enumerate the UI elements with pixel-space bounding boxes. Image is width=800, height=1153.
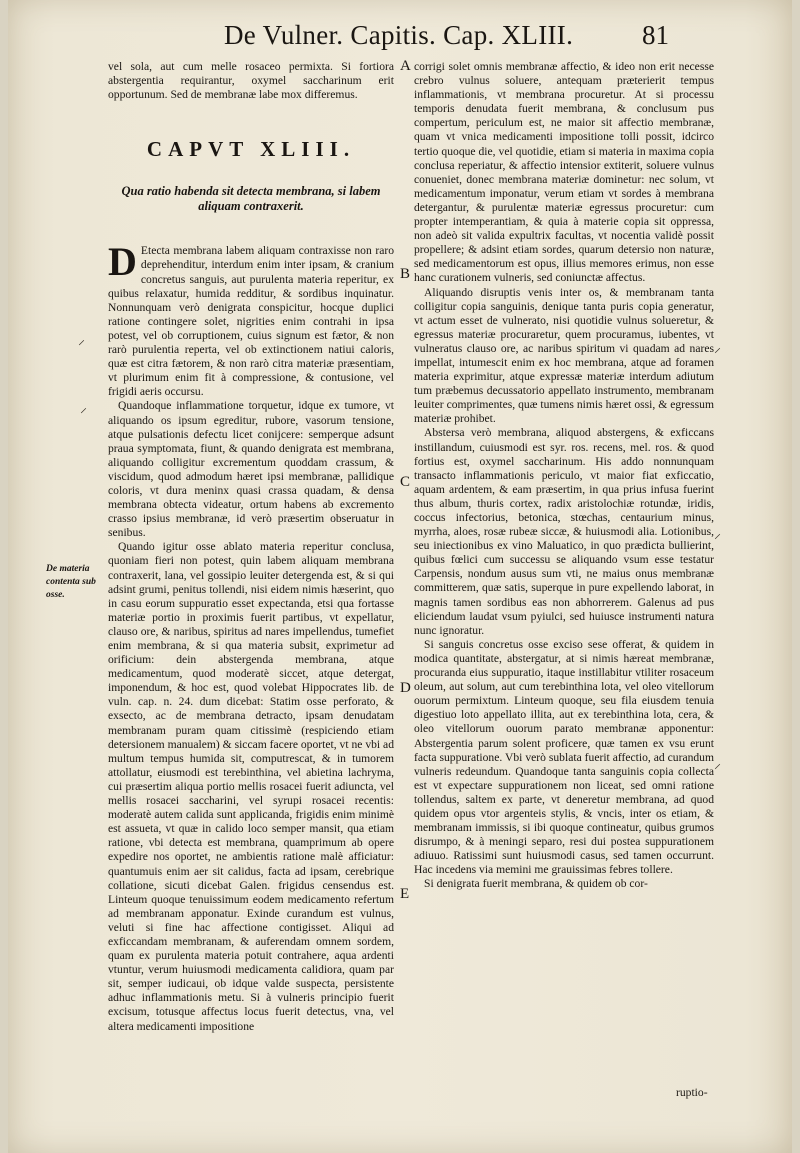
margin-letter-e: E bbox=[400, 886, 410, 902]
left-column bbox=[108, 60, 394, 1034]
paragraph bbox=[108, 239, 394, 399]
chapter-title: Qua ratio habenda sit detecta membrana, si labem aliquam contraxerit. bbox=[121, 184, 381, 214]
running-title: De Vulner. Capitis. Cap. XLIII. bbox=[224, 20, 574, 50]
intro-paragraph: vel sola, aut cum melle rosaceo permixta. Si fortiora abstergentia requirantur, oxymel saccharinum erit opportunum. Sed de membranæ labe mox differemus. bbox=[108, 60, 394, 102]
paragraph: corrigi solet omnis membranæ affectio, & ideo non erit necesse crebro vulnus soluere, antequam præterierit tempus inflammationis, vt membrana procuretur. At si processu temporis denudata fuerit membrana, & conclusum pus compertum, periculum est, ne maior sit affectio membranæ, quam vt vnica medicamenti impositione tolli possit, idcirco tertio quoque die, vel quotidie, etiam si materia in maxima copia conclusa reperiatur, & affectio intensior extiterit, soluere vulnus conueniet, donec membrana materiæ dominetur: nec solum, vt medicamentum imponatur, verum etiam vt sordes à membrana detergantur, & purulentæ materiæ egressus procuretur: cum propter intemperantiam, & quia à materie copia sit oppressa, non adeò sit valida expultrix facultas, vt nocentia validè possit propellere; & adsint etiam sordes, quarum detersio non naturæ, sed medicamentorum est opus, illius memores erimus, non esse hanc curationem vulneris, sed coniunctæ affectus. bbox=[414, 60, 714, 285]
page-header bbox=[8, 20, 792, 60]
pen-mark-icon: ⸝ bbox=[714, 527, 721, 542]
chapter-heading: CAPVT XLIII. bbox=[146, 137, 356, 162]
pen-mark-icon: ⸝ bbox=[714, 341, 721, 356]
paragraph: Quando igitur osse ablato materia reperitur conclusa, quoniam fieri non potest, quin labem aliquam membrana contraxerit, lana, vel gossipio leuiter detergenda est, & si qui adsint grumi, penitus tollendi, nisi eidem nimis hæserint, quo in casu eorum suppuratio esset expectanda, etsi qua fortasse materiæ portio in proximis fuerit partibus, vt expellatur, clauso ore, & naribus, spiritus ad nares impellendus, tumefiet enim membrana, & si qua materia subsit, exprimetur ad orificium: dein abstergenda membrana, atque medicamentum, quod moderatè siccet, atque detergat, imponendum, & hoc est, quod volebat Hippocrates lib. de vuln. cap. n. 24. dum dicebat: Statim osse perforato, & exsecto, ac de membrana detracto, ipsam denudatam membranam puram quam citissimè (respiciendo etiam detersionem manualem) & siccam facere oportet, vt ne vbi ad multum tempus humida sit, computrescat, & in tumorem attollatur, eiusmodi est terebinthina, vel abietina lachryma, cui præsertim aliqua portio mellis rosacei fuerit adiuncta, vel mellis rosacei saccharini, vel syrupi rosacei recentis: moderatè autem calida sunt applicanda, frigidis enim minimè est assueta, vt quæ in calido loco semper mansit, qua etiam ratione, vbi detecta est membrana, quamprimum ab opere expedire nos oportet, ne ambientis ratione malè afficiatur: quantumuis enim aer sit calidus, facta ad ipsam, cerebrique collatione, sicuti dicebat Galen. frigidus censendus est. Linteum quoque tenuissimum eodem medicamento refertum ad membranam apponatur. Exinde curandum est vulnus, veluti si fine hac affectione contigisset. Aliqui ad exficcandam membranam, & auferendam omnem sordem, quam ex purulenta materia potuit contrahere, aqua ardenti vtuntur, verum huiusmodi medicamenta calidiora, quam par sit, semper iudicaui, ob idque valde suspecta, persistente adhuc inflammationis metu. Si à vulneris principio fuerit excisum, totusque affectus locus fuerit detectus, vna, vel altera medicamenti impositione bbox=[108, 540, 394, 1033]
drop-cap: D bbox=[108, 239, 137, 285]
margin-letter-c: C bbox=[400, 474, 411, 490]
paragraph-text: Etecta membrana labem aliquam contraxisse non raro deprehenditur, interdum enim inter ipsam, & cranium concretus sanguis, aut purulenta materia reperitur, ex quibus relaxatur, humida redditur, & sordibus inquinatur. Nonnunquam verò denigrata conspicitur, hocque duplici ratione contingere solet, nigrities enim contrahi in ipsa potest, vel ob corruptionem, cuius signum est fætor, & non rarò purulentia reperta, vel ob extinctionem natiui caloris, quæ est citra fætorem, & non rarò citra materiæ præsentiam, vt plurimum enim fit à compressione, & contusione, vel frigidi aeris occursu. bbox=[108, 244, 394, 399]
pen-mark-icon: ⸍ bbox=[80, 407, 87, 422]
paragraph: Abstersa verò membrana, aliquod abstergens, & exficcans instillandum, cuiusmodi est syr. ros. recens, mel. ros. & quod fortius est, oxymel saccharinum. His addo nonnunquam transacto inflammationis periculo, vt maior fiat exficcatio, aquam ardentem, & eam præsertim, in qua prius infusa fuerint thus album, thuris cortex, radix aristolochiæ rotundæ, iridis, coccus infectorius, betonica, stœchas, centaurium minus, myrrha, aloes, rosæ rubeæ siccæ, & huiusmodi alia. Lotionibus, seu iniectionibus ex vino Maluatico, in quo prædicta bullierint, quibus fœlici cum successu se aliquando vsum esse testatur Carpensis, nondum ausus sum vti, ne maius onus membranæ committerem, quæ satis, superque in pure expellendo laborat, in magnis tamen sordibus eas non abhorrerem. Galenus ad pus eliciendum laudat vsum pyiulci, sed huiusce instrumenti natura nunc ignoratur. bbox=[414, 426, 714, 637]
paragraph: Si sanguis concretus osse exciso sese offerat, & quidem in modica quantitate, abstergatur, at si nimis hæreat membranæ, procuranda eius suppuratio, itaque instillabitur vtiliter rosaceum oleum, aut solum, aut cum terebinthina lota, vel oleo vitellorum ouorum permixtum. Linteum quoque, seu fila eiusdem tenuia digestiuo loto appellato illita, aut ex terebinthina lota, cera, & oleo vitellorum ouorum parato membranæ apponentur: Abstergentia parum solent proficere, quæ tamen ex vsu erunt facta suppuratione. Vbi verò sublata fuerit affectio, ad curandum vulneris redeundum. Quandoque tanta sanguinis copia collecta est vt expectare suppurationem non liceat, sed omni ratione tollendus, saltem ex parte, vt deneretur membrana, ad quod quidem opus vtor argenteis stylis, & vncis, inter os etiam, & membranam immissis, si ibi quoque contineatur, quibus grumos disrumpo, & à meningi separo, resi dui postea suppurationem adiuuo. Ratissimi sunt huiusmodi casus, sed tamen occurrunt. Hac incedens via memini me grauissimas febres tollere. bbox=[414, 637, 714, 877]
margin-letter-b: B bbox=[400, 266, 411, 282]
right-column bbox=[414, 60, 714, 892]
pen-mark-icon: ⸍ bbox=[78, 339, 85, 354]
paragraph: Aliquando disruptis venis inter os, & membranam tanta colligitur copia sanguinis, denique tanta puris copia generatur, vt actum esset de vulnerato, nisi quotidie vulnus solueretur, & egressus materiæ procuraretur, quem procuramus, iubentes, vt vulneratus clauso ore, ac naribus spiritum vi quadam ad nares impellat, intumescit enim ex hoc membrana, atque ad foramen materia exprimitur, atque expressæ materiæ interdum adiutum tum præbemus decussatorio appellato instrumento, membranam leuiter comprimentes, quæ tumens nimis hæret ossi, & egressum materiæ prohibet. bbox=[414, 285, 714, 426]
margin-letter-a: A bbox=[400, 58, 411, 74]
page-number: 81 bbox=[642, 20, 669, 50]
catchword: ruptio- bbox=[676, 1086, 708, 1099]
pen-mark-icon: ⸝ bbox=[714, 757, 721, 772]
paragraph: Si denigrata fuerit membrana, & quidem ob cor- bbox=[424, 877, 648, 891]
margin-sidenote: De materia contenta sub osse. bbox=[46, 564, 96, 600]
book-page bbox=[8, 0, 792, 1153]
paragraph: Quandoque inflammatione torquetur, idque ex tumore, vt aliquando os ipsum egreditur, rubore, vasorum tensione, atque pulsationis defectu licet conijcere: semperque adsunt praua symptomata, fiunt, & quando denigrata est membrana, aliquando colligitur excrementum quoddam crassum, & viscidum, quod admodum hæret ipsi membranæ, pallidique coloris, vt dura meninx quasi crassa quadam, & densa membrana obtecta videatur, ortum habens ab excremento crasso ipsius membranæ, id verò præsertim obseruatur in senibus. bbox=[108, 399, 394, 540]
margin-letter-d: D bbox=[400, 680, 411, 696]
